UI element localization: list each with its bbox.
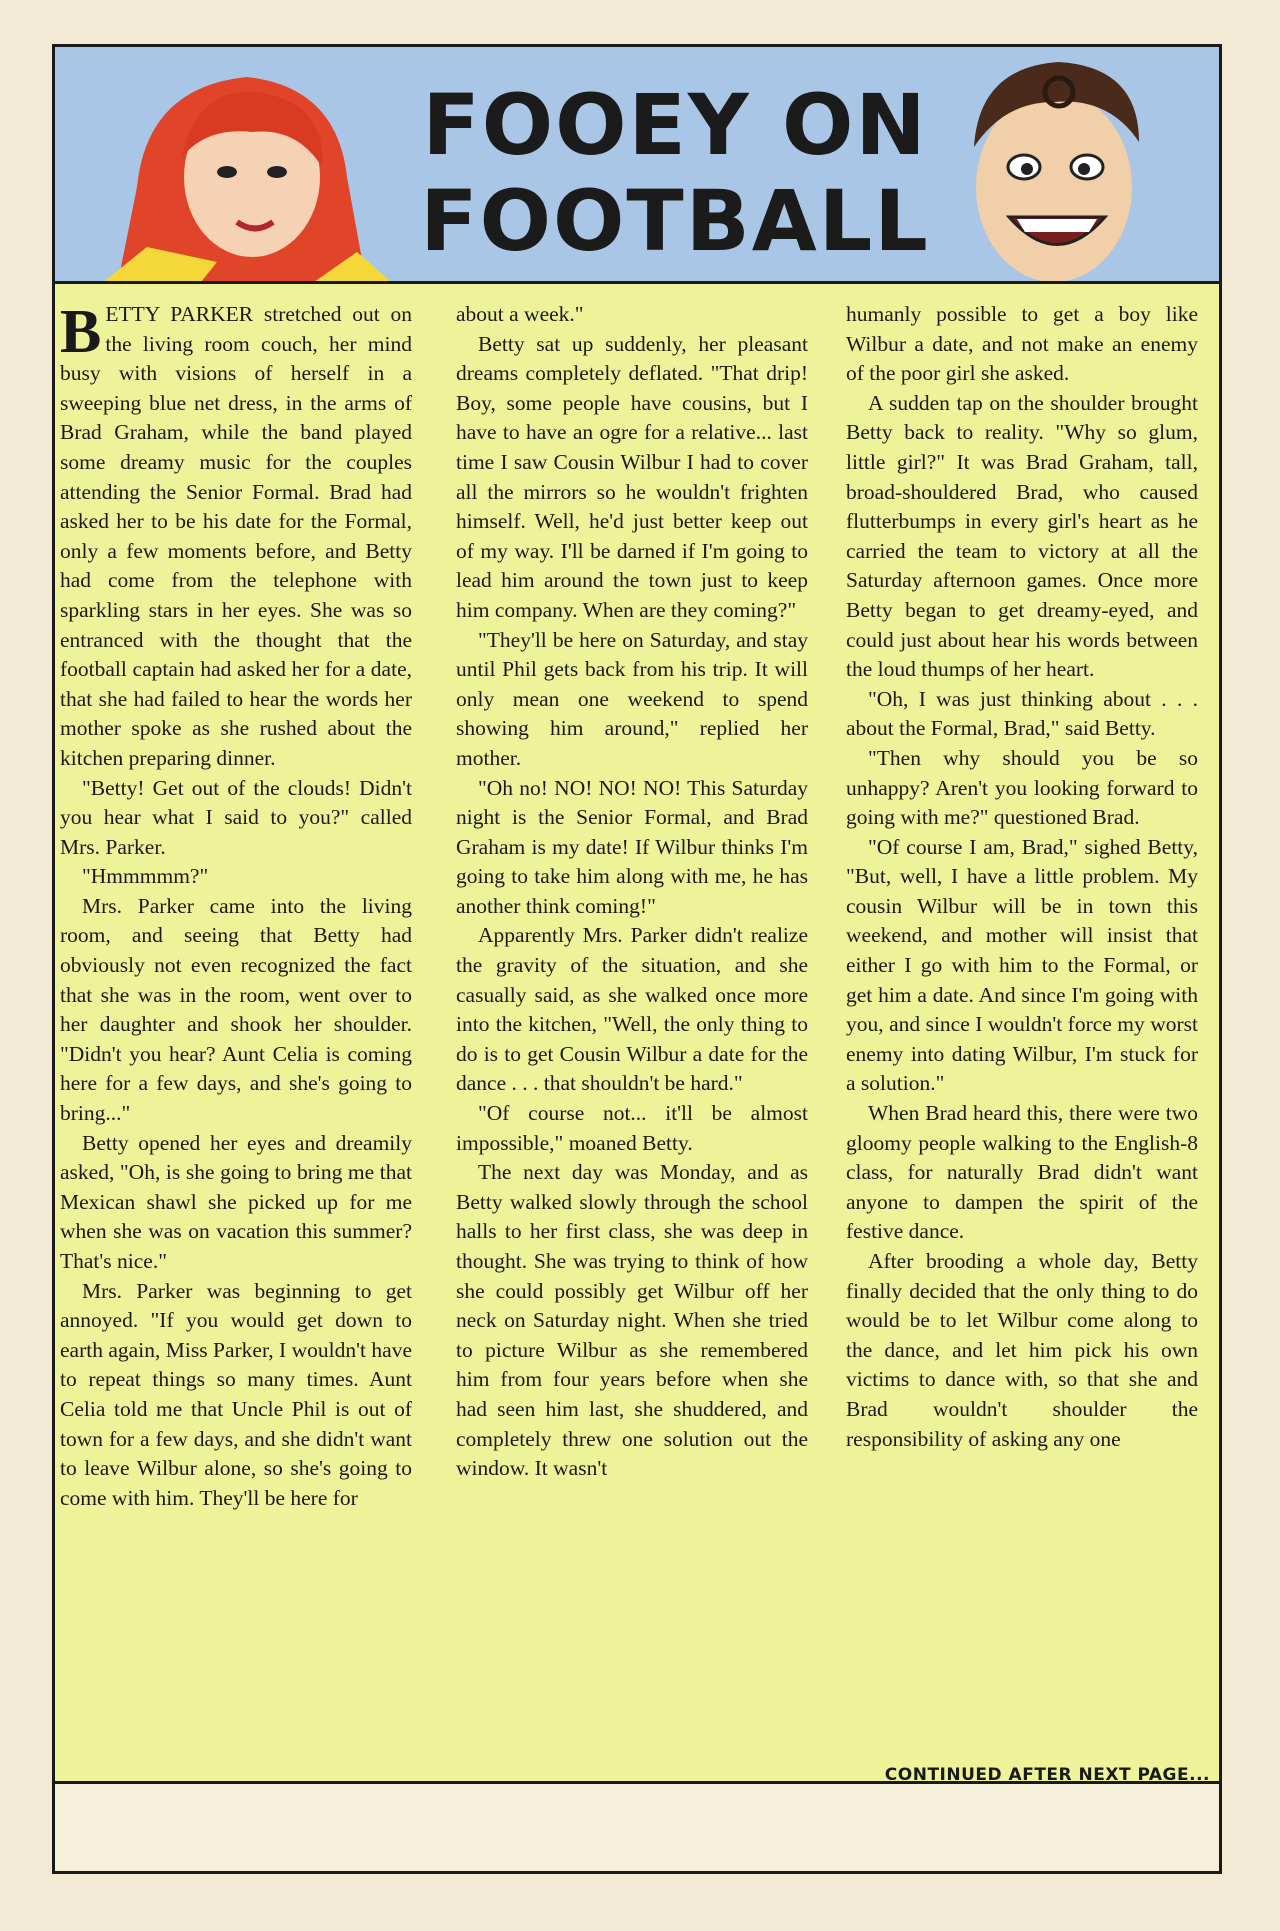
paragraph: "Oh no! NO! NO! NO! This Saturday night is the Senior Formal, and Brad Graham is my date! If Wilbur thinks I'm going to take him along with me, he has another think coming!"	[456, 775, 808, 918]
paragraph: After brooding a whole day, Betty finally decided that the only thing to do would be to let Wilbur come along to the dance, and let him pick his own victims to dance with, so that she and Brad wouldn't shoulder the responsibility of asking any one	[846, 1249, 1198, 1451]
title-line-1: FOOEY ON	[422, 76, 928, 174]
paragraph: about a week."	[456, 302, 584, 326]
paragraph: "Hmmmmm?"	[82, 864, 209, 889]
paragraph: Apparently Mrs. Parker didn't realize the gravity of the situation, and she casually said, as she walked once more into the kitchen, "Well, the only thing to do is to get Cousin Wilbur a date for the dance . . . that shouldn't be hard."	[456, 923, 808, 1096]
paragraph: "Oh, I was just thinking about . . . about the Formal, Brad," said Betty.	[846, 686, 1198, 741]
title-line-2: FOOTBALL	[420, 172, 930, 270]
text-column-3	[846, 300, 1198, 1454]
story-title	[415, 77, 935, 269]
paragraph: The next day was Monday, and as Betty walked slowly through the school halls to her first class, she was deep in thought. She was trying to think of how she could possibly get Wilbur off her neck on Saturday night. When she tried to picture Wilbur as she remembered him from four years before when she had seen him last, she shuddered, and completely threw one solution out the window. It wasn't	[456, 1160, 808, 1481]
paragraph: BETTY PARKER stretched out on the living room couch, her mind busy with visions of herself in a sweeping blue net dress, in the arms of Brad Graham, while the band played some dreamy music for the couples attending the Senior Formal. Brad had asked her to be his date for the Formal, only a few moments before, and Betty had come from the telephone with sparkling stars in her eyes. She was so entranced with the thought that the football captain had asked her for a date, that she had failed to hear the words her mother spoke as she rushed about the kitchen preparing dinner.	[60, 298, 412, 770]
text-column-1	[60, 300, 412, 1513]
paragraph: Mrs. Parker was beginning to get annoyed. "If you would get down to earth again, Miss Parker, I wouldn't have to repeat things so many times. Aunt Celia told me that Uncle Phil is out of town for a few days, and she didn't want to leave Wilbur alone, so she's going to come with him. They'll be here for	[60, 1278, 412, 1510]
paragraph: "They'll be here on Saturday, and stay until Phil gets back from his trip. It will only mean one weekend to spend showing him around," replied her mother.	[456, 627, 808, 770]
paragraph: "Of course I am, Brad," sighed Betty, "But, well, I have a little problem. My cousin Wilbur will be in town this weekend, and mother will insist that either I go with him to the Formal, or get him a date. And since I'm going with you, and since I wouldn't force my worst enemy into dating Wilbur, I'm stuck for a solution."	[846, 834, 1198, 1096]
title-banner	[52, 44, 1222, 284]
paragraph: "Then why should you be so unhappy? Aren't you looking forward to going with me?" questioned Brad.	[846, 745, 1198, 830]
text-column-2	[456, 300, 808, 1484]
paragraph: When Brad heard this, there were two gloomy people walking to the English-8 class, for naturally Brad didn't want anyone to dampen the spirit of the festive dance.	[846, 1101, 1198, 1244]
paragraph: Betty sat up suddenly, her pleasant dreams completely deflated. "That drip! Boy, some people have cousins, but I have to have an ogre for a relative... last time I saw Cousin Wilbur I had to cover all the mirrors so he wouldn't frighten himself. Well, he'd just better keep out of my way. I'll be darned if I'm going to lead him around the town just to keep him company. When are they coming?"	[456, 331, 808, 622]
continued-notice: CONTINUED AFTER NEXT PAGE...	[884, 1765, 1210, 1785]
paragraph: Betty opened her eyes and dreamily asked, "Oh, is she going to bring me that Mexican shawl she picked up for me when she was on vacation this summer? That's nice."	[60, 1130, 412, 1273]
paragraph: A sudden tap on the shoulder brought Betty back to reality. "Why so glum, little girl?" It was Brad Graham, tall, broad-shouldered Brad, who caused flutterbumps in every girl's heart as he carried the team to victory at all the Saturday afternoon games. Once more Betty began to get dreamy-eyed, and could just about hear his words between the loud thumps of her heart.	[846, 390, 1198, 682]
paragraph: "Of course not... it'll be almost impossible," moaned Betty.	[456, 1101, 808, 1155]
wilbur-portrait-illustration	[909, 47, 1199, 284]
betty-portrait-illustration	[77, 47, 417, 284]
paragraph: Mrs. Parker came into the living room, and seeing that Betty had obviously not even recognized the fact that she was in the room, went over to her daughter and shook her shoulder. "Didn't you hear? Aunt Celia is coming here for a few days, and she's going to bring..."	[60, 893, 412, 1126]
paragraph: "Betty! Get out of the clouds! Didn't you hear what I said to you?" called Mrs. Parker.	[60, 775, 412, 859]
paragraph: humanly possible to get a boy like Wilbur a date, and not make an enemy of the poor girl she asked.	[846, 302, 1198, 386]
drop-cap: B	[60, 298, 102, 366]
